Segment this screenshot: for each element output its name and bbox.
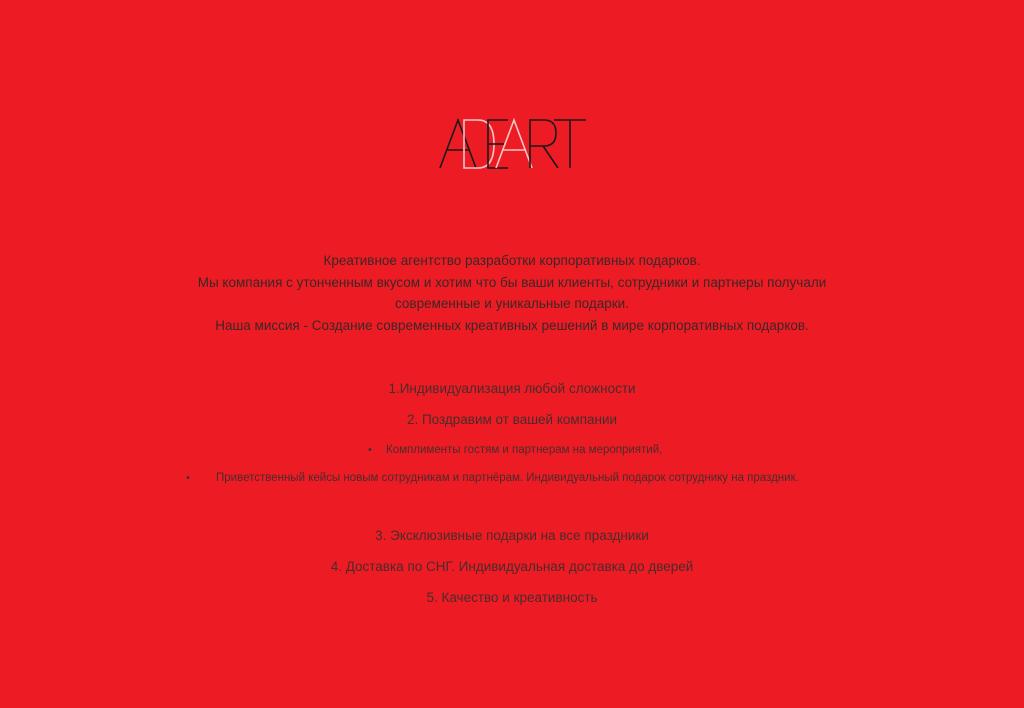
bullet-icon: • <box>368 444 372 456</box>
adeart-logo-mark <box>430 112 600 182</box>
service-item-2: 2. Поздравим от вашей компании <box>406 412 618 427</box>
service-item-4: 4. Доставка по СНГ. Индивидуальная доставка до дверей <box>330 559 694 574</box>
service-bullet-1: Комплименты гостям и партнерам на мероприятий, <box>386 444 663 456</box>
service-item-3: 3. Эксклюзивные подарки на все праздники <box>375 528 649 543</box>
bullet-icon: • <box>186 472 190 484</box>
intro-line-2: Мы компания с утонченным вкусом и хотим что бы ваши клиенты, сотрудники и партнеры получали <box>197 274 827 290</box>
intro-line-4: Наша миссия - Создание современных креативных решений в мире корпоративных подарков. <box>215 317 809 333</box>
intro-text <box>120 250 904 336</box>
intro-line-3: современные и уникальные подарки. <box>395 296 629 311</box>
adeart-logo <box>430 112 600 182</box>
service-item-1: 1.Индивидуализация любой сложности <box>388 381 636 396</box>
intro-line-1: Креативное агентство разработки корпоративных подарков. <box>323 253 701 268</box>
service-bullet-2: Приветственный кейсы новым сотрудникам и партнёрам. Индивидуальный подарок сотруднику на праздник. <box>216 472 799 484</box>
service-item-5: 5. Качество и креативность <box>426 590 598 605</box>
